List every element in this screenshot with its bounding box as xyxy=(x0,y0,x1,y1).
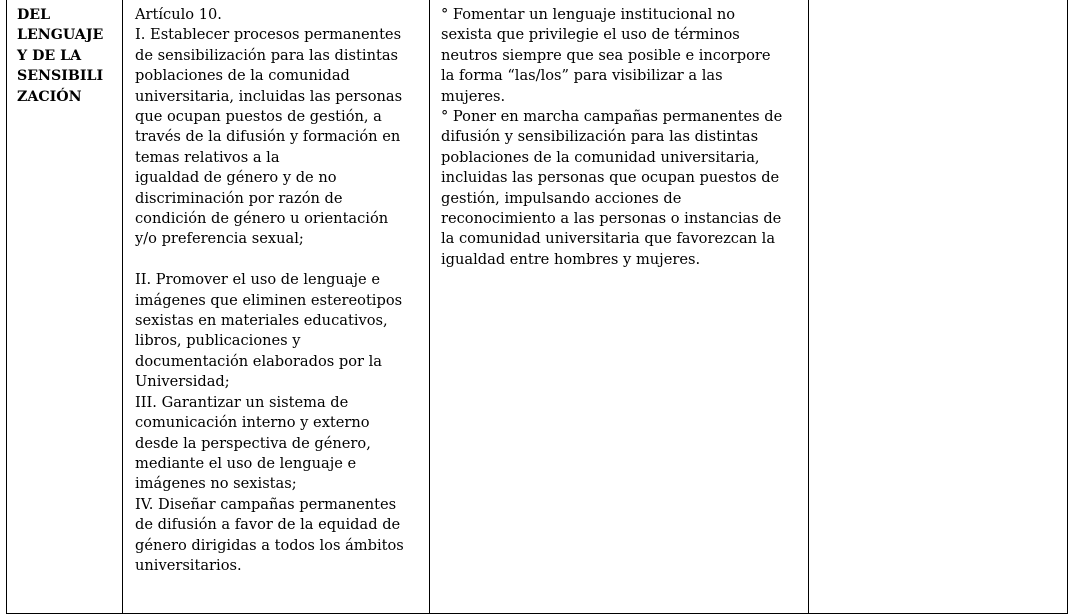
article-line: universitarios. xyxy=(135,556,242,574)
action-line: la comunidad universitaria que favorezcan la xyxy=(441,230,776,248)
action-line: gestión, impulsando acciones de xyxy=(441,189,682,207)
action-line: neutros siempre que sea posible e incorpore xyxy=(441,46,771,64)
article-line: Universidad; xyxy=(135,373,230,391)
article-line: condición de género u orientación xyxy=(135,210,389,228)
article-text xyxy=(135,5,429,576)
article-line: universitaria, incluidas las personas xyxy=(135,87,403,105)
article-line: IV. Diseñar campañas permanentes xyxy=(135,495,397,513)
article-line: libros, publicaciones y xyxy=(135,332,301,350)
article-line: género dirigidas a todos los ámbitos xyxy=(135,536,404,554)
section-title-line: ZACIÓN xyxy=(17,88,82,105)
article-line: imágenes no sexistas; xyxy=(135,475,297,493)
article-line: sexistas en materiales educativos, xyxy=(135,312,388,330)
paragraph-gap xyxy=(135,250,429,270)
article-line: documentación elaborados por la xyxy=(135,352,382,370)
empty-cell xyxy=(809,0,1068,614)
article-line: Artículo 10. xyxy=(135,6,222,23)
action-line: igualdad entre hombres y mujeres. xyxy=(441,250,701,268)
action-line: difusión y sensibilización para las distintas xyxy=(441,128,759,146)
article-line: desde la perspectiva de género, xyxy=(135,434,371,452)
document-table xyxy=(6,0,1068,614)
actions-text xyxy=(441,5,808,270)
section-title-line: LENGUAJE xyxy=(17,27,104,44)
article-line: mediante el uso de lenguaje e xyxy=(135,454,357,472)
article-line: y/o preferencia sexual; xyxy=(135,230,304,248)
action-line: ° Fomentar un lenguaje institucional no xyxy=(441,6,736,23)
article-line: poblaciones de la comunidad xyxy=(135,67,350,85)
section-title xyxy=(17,5,122,107)
article-line: de sensibilización para las distintas xyxy=(135,46,399,64)
article-line: III. Garantizar un sistema de xyxy=(135,393,349,411)
action-line: sexista que privilegie el uso de términos xyxy=(441,26,740,44)
article-line: de difusión a favor de la equidad de xyxy=(135,516,401,534)
article-line: que ocupan puestos de gestión, a xyxy=(135,108,382,126)
action-line: la forma “las/los” para visibilizar a las xyxy=(441,67,723,85)
article-line: través de la difusión y formación en xyxy=(135,128,401,146)
table-row xyxy=(7,0,1068,614)
section-title-line: Y DE LA xyxy=(17,47,82,64)
article-line: I. Establecer procesos permanentes xyxy=(135,26,402,44)
actions-cell xyxy=(430,0,809,614)
article-line: II. Promover el uso de lenguaje e xyxy=(135,271,380,289)
article-cell xyxy=(123,0,430,614)
action-line: incluidas las personas que ocupan puestos de xyxy=(441,169,780,187)
article-line: temas relativos a la xyxy=(135,148,280,166)
section-title-line: SENSIBILI xyxy=(17,68,104,85)
section-title-line: DEL xyxy=(17,7,51,23)
action-line: reconocimiento a las personas o instancias de xyxy=(441,210,782,228)
article-line: igualdad de género y de no xyxy=(135,169,337,187)
action-line: mujeres. xyxy=(441,87,506,105)
article-line: comunicación interno y externo xyxy=(135,414,370,432)
article-line: discriminación por razón de xyxy=(135,189,343,207)
action-line: poblaciones de la comunidad universitaria, xyxy=(441,148,760,166)
article-line: imágenes que eliminen estereotipos xyxy=(135,291,403,309)
section-title-cell xyxy=(7,0,123,614)
action-line: ° Poner en marcha campañas permanentes de xyxy=(441,108,783,126)
